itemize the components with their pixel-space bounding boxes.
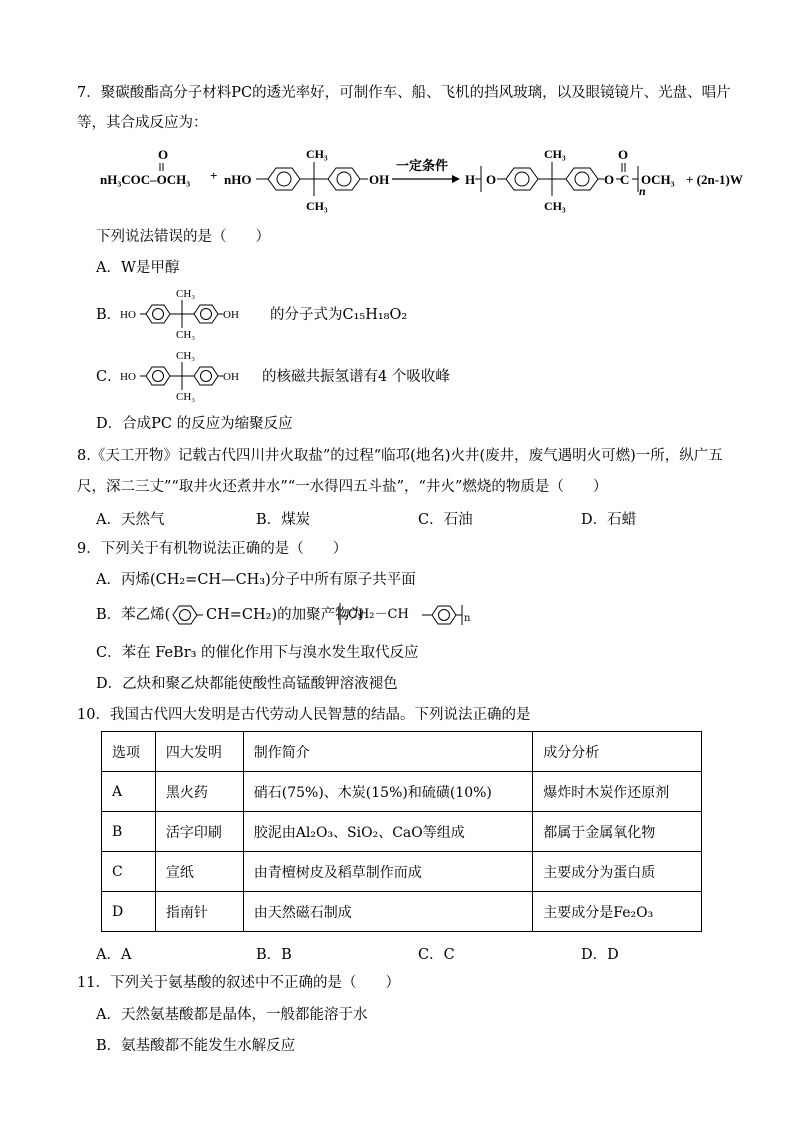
carbonyl-o-2: O bbox=[618, 147, 629, 162]
table-header-cell: 选项 bbox=[102, 732, 156, 772]
plus-sign-1: + bbox=[210, 168, 218, 183]
product-o2: O bbox=[604, 172, 615, 187]
q10-option-c: C．C bbox=[418, 947, 455, 963]
table-cell: C bbox=[102, 852, 156, 892]
table-header-row bbox=[102, 732, 702, 772]
reaction-condition: 一定条件 bbox=[396, 158, 449, 173]
bpa-ch3-bottom: CH₃ bbox=[306, 199, 328, 213]
q9-option-b-prefix: B．苯乙烯( bbox=[96, 607, 171, 623]
q9-option-a: A．丙烯(CH₂=CH—CH₃)分子中所有原子共平面 bbox=[96, 572, 416, 588]
table-cell: D bbox=[102, 892, 156, 932]
table-cell: 由青檀树皮及稻草制作而成 bbox=[243, 852, 532, 892]
q8-option-c: C．石油 bbox=[418, 512, 473, 528]
q8-option-d: D．石蜡 bbox=[581, 512, 637, 528]
q10-stem: 10．我国古代四大发明是古代劳动人民智慧的结晶。下列说法正确的是 bbox=[77, 707, 531, 723]
table-cell: 宣纸 bbox=[155, 852, 243, 892]
q7-option-d: D．合成PC 的反应为缩聚反应 bbox=[96, 416, 293, 432]
mol-b-ch3-bottom: CH₃ bbox=[176, 329, 196, 341]
product-o: O bbox=[486, 172, 497, 187]
mol-c-oh: OH bbox=[223, 371, 239, 383]
mol-c-ch3-bottom: CH₃ bbox=[176, 391, 196, 403]
table-cell: 活字印刷 bbox=[155, 812, 243, 852]
table-row bbox=[102, 812, 702, 852]
table-cell: B bbox=[102, 812, 156, 852]
product-ch3-top: CH₃ bbox=[544, 147, 566, 161]
table-header-cell: 制作简介 bbox=[243, 732, 532, 772]
table-cell: 胶泥由Al₂O₃、SiO₂、CaO等组成 bbox=[243, 812, 532, 852]
q7-option-c-molecule bbox=[120, 348, 265, 404]
reactant-bpa-ho: nHO bbox=[224, 172, 252, 187]
q8-option-a: A．天然气 bbox=[96, 512, 165, 528]
q9-option-b-n: n bbox=[464, 613, 471, 624]
product-ch3-bottom: CH₃ bbox=[544, 199, 566, 213]
styrene-benzene-ring bbox=[171, 603, 203, 627]
table-row bbox=[102, 772, 702, 812]
q10-option-a: A．A bbox=[96, 947, 132, 963]
q7-question: 下列说法错误的是（ ） bbox=[96, 229, 270, 245]
bpa-oh: OH bbox=[369, 172, 390, 187]
reactant-dimethyl-carbonate: nH₃COC–OCH₃ bbox=[100, 172, 191, 187]
q7-stem-line1: 7．聚碳酸酯高分子材料PC的透光率好，可制作车、船、飞机的挡风玻璃，以及眼镜镜片、光盘、唱片 bbox=[77, 85, 731, 101]
product-n: n bbox=[639, 184, 646, 198]
q10-option-d: D．D bbox=[581, 947, 619, 963]
mol-c-ho: HO bbox=[120, 371, 136, 383]
q9-option-b-mid: CH=CH₂)的加聚产物为 bbox=[206, 607, 365, 623]
q9-option-d: D．乙炔和聚乙炔都能使酸性高锰酸钾溶液褪色 bbox=[96, 676, 398, 692]
product-c: C bbox=[620, 172, 630, 187]
table-cell: 指南针 bbox=[155, 892, 243, 932]
q7-option-b-molecule bbox=[120, 286, 265, 342]
mol-c-ch3-top: CH₃ bbox=[176, 350, 196, 362]
table-cell: A bbox=[102, 772, 156, 812]
q11-option-b: B．氨基酸都不能发生水解反应 bbox=[96, 1038, 296, 1054]
table-cell: 硝石(75%)、木炭(15%)和硫磺(10%) bbox=[243, 772, 532, 812]
q7-option-a: A．W是甲醇 bbox=[96, 260, 180, 276]
q8-stem-line2: 尺，深二三丈”“取井火还煮井水”“一水得四五斗盐”，“井火”燃烧的物质是（ ） bbox=[77, 479, 608, 495]
q7-option-b-text: 的分子式为C₁₅H₁₈O₂ bbox=[270, 307, 408, 323]
q9-option-c: C．苯在 FeBr₃ 的催化作用下与溴水发生取代反应 bbox=[96, 645, 419, 661]
q8-option-b: B．煤炭 bbox=[256, 512, 311, 528]
bpa-ch3-top: CH₃ bbox=[306, 147, 328, 161]
table-cell: 主要成分是Fe₂O₃ bbox=[533, 892, 702, 932]
q10-table bbox=[101, 731, 702, 932]
table-cell: 都属于金属氧化物 bbox=[533, 812, 702, 852]
q9-option-b-poly: CH₂－CH bbox=[348, 607, 409, 622]
q7-option-c-text: 的核磁共振氢谱有4 个吸收峰 bbox=[262, 369, 450, 385]
table-cell: 由天然磁石制成 bbox=[243, 892, 532, 932]
q7-option-c-label: C． bbox=[96, 369, 122, 385]
table-cell: 爆炸时木炭作还原剂 bbox=[533, 772, 702, 812]
q11-option-a: A．天然氨基酸都是晶体，一般都能溶于水 bbox=[96, 1007, 368, 1023]
product-och3: OCH₃ bbox=[641, 172, 675, 187]
table-row bbox=[102, 852, 702, 892]
mol-b-ch3-top: CH₃ bbox=[176, 288, 196, 300]
table-cell: 主要成分为蛋白质 bbox=[533, 852, 702, 892]
mol-b-oh: OH bbox=[223, 309, 239, 321]
table-cell: 黑火药 bbox=[155, 772, 243, 812]
table-header-cell: 成分分析 bbox=[533, 732, 702, 772]
table-header-cell: 四大发明 bbox=[155, 732, 243, 772]
q9-stem: 9．下列关于有机物说法正确的是（ ） bbox=[77, 541, 348, 557]
q11-stem: 11．下列关于氨基酸的叙述中不正确的是（ ） bbox=[77, 975, 400, 991]
mol-b-ho: HO bbox=[120, 309, 136, 321]
q7-option-b-label: B． bbox=[96, 307, 122, 323]
product-h: H bbox=[465, 172, 476, 187]
carbonyl-o-1: O bbox=[158, 147, 169, 162]
q7-stem-line2: 等，其合成反应为： bbox=[77, 115, 208, 131]
table-row bbox=[102, 892, 702, 932]
q8-stem-line1: 8.《天工开物》记载古代四川井火取盐”的过程“临邛(地名)火井(废井，废气遇明火可燃)一所，纵广五 bbox=[77, 448, 723, 464]
polystyrene-bracket bbox=[336, 601, 348, 627]
byproduct-w: + (2n-1)W bbox=[686, 172, 743, 187]
q7-reaction-equation bbox=[96, 144, 776, 220]
q10-option-b: B．B bbox=[256, 947, 292, 963]
